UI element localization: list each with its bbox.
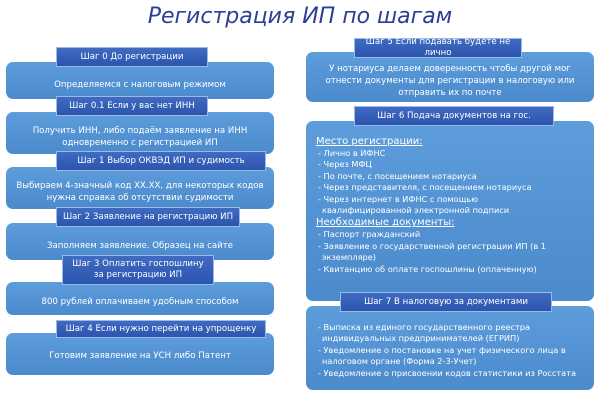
docs-heading: Необходимые документы: — [316, 217, 455, 229]
step-3-card — [6, 282, 274, 315]
step-0-header: Шаг 0 До регистрации — [56, 47, 208, 67]
step-0-body: Определяемся с налоговым режимом — [54, 79, 226, 90]
step-3-header: Шаг 3 Оплатить госпошлину за регистрацию ИП — [62, 255, 214, 285]
step-1-body: Выбираем 4-значный код XX.XX, для некоторых кодов нужна справка об отсутствии судимости — [16, 181, 264, 203]
docs-item-2: - Заявление о государственной регистрации ИП (в 1 — [318, 240, 546, 251]
result-item-1: - Выписка из единого государственного реестра — [318, 322, 531, 332]
step-1-header: Шаг 1 Выбор ОКВЭД ИП и судимость — [56, 151, 266, 171]
step-0-1-header: Шаг 0.1 Если у вас нет ИНН — [56, 96, 208, 116]
step-0-1-card — [6, 112, 274, 154]
step-6-header: Шаг 6 Подача документов на гос. — [354, 106, 554, 126]
place-item-3: - По почте, с посещением нотариуса — [318, 170, 477, 181]
place-item-4: - Через представителя, с посещением нотариуса — [318, 182, 532, 193]
step-4-header: Шаг 4 Если нужно перейти на упрощенку — [56, 320, 266, 338]
result-item-2-cont: налоговом органе (Форма 2-3-Учет) — [322, 356, 477, 367]
step-2-header: Шаг 2 Заявление на регистрацию ИП — [56, 207, 240, 227]
step-5-body: У нотариуса делаем доверенность чтобы другой мог отнести документы для регистрации в налоговую или отправить их по почте — [325, 64, 575, 98]
place-item-1: - Лично в ИФНС — [318, 148, 386, 158]
result-item-1-cont: индивидуальных предпринимателей (ЕГРИП) — [322, 333, 520, 344]
place-heading: Место регистрации: — [316, 136, 423, 147]
step-0-card — [6, 62, 274, 99]
docs-item-2-cont: экземпляре) — [322, 252, 376, 263]
step-5-card — [306, 52, 594, 102]
place-item-5: - Через интернет в ИФНС с помощью — [318, 193, 478, 204]
step-4-body: Готовим заявление на УСН либо Патент — [49, 351, 231, 361]
step-7-card — [306, 306, 594, 390]
step-1-card — [6, 167, 274, 209]
place-item-5-cont: квалифицированной электронной подписи — [322, 205, 510, 216]
docs-item-3: - Квитанцию об оплате госпошлины (оплаченную) — [318, 263, 537, 274]
step-6-card — [306, 121, 594, 301]
step-2-body: Заполняем заявление. Образец на сайте — [47, 240, 233, 251]
step-4-card — [6, 333, 274, 375]
step-5-header: Шаг 5 Если подавать будете не лично — [354, 38, 522, 58]
page-title: Регистрация ИП по шагам — [147, 4, 453, 29]
place-item-2: - Через МФЦ — [318, 159, 372, 170]
step-0-1-body: Получить ИНН, либо подаём заявление на ИНН одновременно с регистрацией ИП — [32, 126, 248, 148]
result-item-3: - Уведомление о присвоении кодов статистики из Росстата — [318, 367, 576, 378]
step-3-body: 800 рублей оплачиваем удобным способом — [41, 296, 239, 307]
result-item-2: - Уведомление о постановке на учет физического лица в — [318, 344, 566, 355]
docs-item-1: - Паспорт гражданский — [318, 229, 421, 240]
step-7-header: Шаг 7 В налоговую за документами — [340, 292, 552, 312]
